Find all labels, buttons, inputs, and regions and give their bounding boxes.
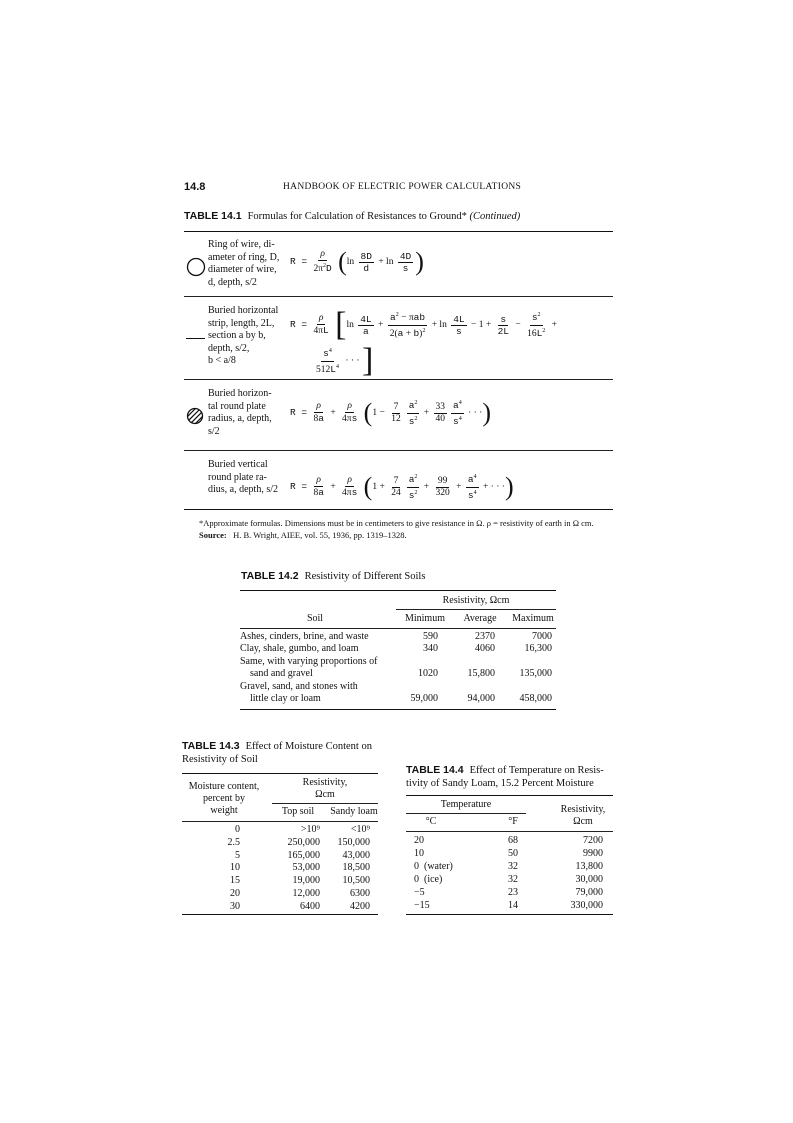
- table-cell: 32: [508, 873, 518, 885]
- table-cell: 5: [235, 849, 240, 861]
- table4-bottom-rule: [406, 914, 613, 915]
- table-cell: 19,000: [292, 875, 320, 887]
- table-cell: >10⁹: [300, 824, 320, 835]
- table-row-cont: little clay or loam: [250, 693, 321, 704]
- table-cell: 2370: [475, 631, 495, 642]
- table3-top-rule: [182, 773, 378, 774]
- table1-label: TABLE 14.1: [184, 210, 242, 222]
- table-cell: 6300: [350, 888, 370, 899]
- table4-caption: [406, 764, 604, 790]
- table1-rule-3: [184, 450, 613, 451]
- table-cell: 79,000: [575, 886, 603, 898]
- table-row: Clay, shale, gumbo, and loam: [240, 643, 359, 654]
- page-number: 14.8: [184, 181, 206, 193]
- table4-col-f: °F: [508, 816, 518, 827]
- table-cell: 18,500: [342, 862, 370, 874]
- table1-rule-2: [184, 379, 613, 380]
- table-cell: 13,800: [575, 860, 603, 872]
- table3-header-rule: [182, 821, 378, 822]
- hatched-plate-icon: [185, 406, 205, 426]
- table-cell: 250,000: [287, 836, 320, 848]
- table-cell: <10⁹: [350, 824, 370, 835]
- table1-row4-desc: Buried vertical round plate ra- dius, a, depth, s/2: [208, 459, 278, 495]
- table3-caption-line1: Effect of Moisture Content on: [245, 741, 372, 752]
- table-cell: 2.5: [227, 836, 240, 848]
- table4-caption-line1: Effect of Temperature on Resis-: [469, 765, 604, 776]
- table3-group-rule: [272, 803, 378, 804]
- table-cell: −15: [414, 899, 430, 911]
- table2-col-max: Maximum: [512, 613, 554, 624]
- running-title: HANDBOOK OF ELECTRIC POWER CALCULATIONS: [283, 182, 522, 192]
- table-cell: 20: [230, 888, 240, 899]
- table-cell: 4200: [350, 900, 370, 912]
- table-cell: 32: [508, 860, 518, 872]
- table-cell: 7000: [532, 631, 552, 642]
- table2-bottom-rule: [240, 709, 556, 710]
- table-cell: 20: [414, 835, 424, 846]
- table-cell: 30: [230, 900, 240, 912]
- table4-group-header: Temperature: [440, 799, 492, 810]
- source-label: Source:: [199, 530, 227, 540]
- table3-col-moisture: Moisture content, percent by weight: [188, 781, 260, 816]
- table3-caption: [182, 740, 372, 766]
- table-cell: 1020: [418, 668, 438, 679]
- table2-col-min: Minimum: [404, 613, 445, 624]
- table-cell: 4060: [475, 643, 495, 654]
- table1-caption-note: (Continued): [469, 211, 521, 222]
- table2-caption-text: Resistivity of Different Soils: [304, 571, 426, 582]
- table4-caption-line2: tivity of Sandy Loam, 15.2 Percent Moisture: [406, 778, 594, 789]
- table4-group-rule: [406, 813, 526, 814]
- table-cell: 43,000: [342, 849, 370, 861]
- table-cell: 0 (ice): [414, 873, 443, 885]
- table-cell: 53,000: [292, 862, 320, 874]
- table1-row3-desc: Buried horizon- tal round plate radius, a, depth, s/2: [208, 388, 272, 437]
- table-cell: 6400: [300, 900, 320, 912]
- table3-col-sandy-loam: Sandy loam: [330, 806, 378, 817]
- table-cell: 14: [508, 899, 518, 911]
- table-cell: 10: [414, 847, 424, 859]
- formula-strip: R = $\frac{\rho}{4\pi L}$ [ln $\frac{4L}{a}$ + $\frac{a^2 - \pi ab}{2(a + b)^2}$ + ln $\frac{4L}{s}$ − 1 + $\frac{s}{2L}$ − $\frac{s^2}{16L^2}$ +: [290, 306, 558, 343]
- table4-header-rule: [406, 831, 613, 832]
- table4-label: TABLE 14.4: [406, 764, 464, 776]
- strip-icon: [186, 338, 205, 339]
- table2-col-soil: Soil: [306, 613, 324, 624]
- table1-row1-desc: Ring of wire, di- ameter of ring, D, diameter of wire, d, depth, s/2: [208, 239, 280, 288]
- table4-col-c: °C: [425, 816, 437, 827]
- table1-source: [199, 530, 407, 540]
- table-cell: 16,300: [524, 643, 552, 654]
- formula-plate-vertical: R = $\frac{\rho}{8a}$ + $\frac{\rho}{4\pi s}$ (1 + $\frac{7}{24}$ $\frac{a^2}{s^2}$ + $\frac{99}{320}$ + $\frac{a^4}{s^4}$ + · · ·): [290, 472, 514, 501]
- table-cell: −5: [414, 886, 425, 898]
- formula-strip-cont: $\frac{s^4}{512L^4}$ · · · ]: [316, 342, 374, 379]
- table-cell: 7200: [583, 835, 603, 846]
- table1-top-rule: [184, 231, 613, 232]
- table-cell: 590: [423, 631, 438, 642]
- table-cell: 59,000: [410, 693, 438, 704]
- table3-caption-line2: Resistivity of Soil: [182, 754, 258, 765]
- table-cell: 68: [508, 835, 518, 846]
- table-cell: 458,000: [519, 693, 552, 704]
- table2-top-rule: [240, 590, 556, 591]
- table-cell: 9900: [583, 847, 603, 859]
- table2-group-rule: [396, 609, 556, 610]
- table1-footnote: *Approximate formulas. Dimensions must be in centimeters to give resistance in Ω. ρ = resistivity of earth in Ω cm.: [199, 518, 594, 528]
- table1-row2-desc: Buried horizontal strip, length, 2L, section a by b, depth, s/2, b < a/8: [208, 305, 279, 366]
- table-cell: 94,000: [467, 693, 495, 704]
- table-cell: 23: [508, 886, 518, 898]
- table-cell: 0: [235, 824, 240, 835]
- table-cell: 165,000: [287, 849, 320, 861]
- table-cell: 50: [508, 847, 518, 859]
- table1-rule-1: [184, 296, 613, 297]
- table2-group-header: Resistivity, Ωcm: [442, 595, 510, 606]
- table-cell: 30,000: [575, 873, 603, 885]
- table-cell: 10: [230, 862, 240, 874]
- table-cell: 10,500: [342, 875, 370, 887]
- table4-col-res: Resistivity, Ωcm: [560, 804, 606, 827]
- table-cell: 15: [230, 875, 240, 887]
- table-cell: 330,000: [570, 899, 603, 911]
- table3-col-top-soil: Top soil: [281, 806, 315, 817]
- table3-bottom-rule: [182, 914, 378, 915]
- table-cell: 15,800: [467, 668, 495, 679]
- table3-group-header: Resistivity, Ωcm: [302, 777, 348, 800]
- table-cell: 0 (water): [414, 860, 453, 872]
- table-cell: 340: [423, 643, 438, 654]
- formula-ring: R = $\frac{\rho}{2\pi^2D}$ (ln $\frac{8D}{d}$ + ln $\frac{4D}{s}$ ): [290, 247, 424, 276]
- source-text: H. B. Wright, AIEE, vol. 55, 1936, pp. 1319–1328.: [233, 530, 407, 540]
- table2-header-rule: [240, 628, 556, 629]
- table-cell: 12,000: [292, 888, 320, 899]
- table-row-cont: sand and gravel: [250, 668, 313, 679]
- table-row: Same, with varying proportions of: [240, 656, 378, 667]
- ring-icon: [185, 256, 207, 278]
- table4-top-rule: [406, 795, 613, 796]
- table1-bottom-rule: [184, 509, 613, 510]
- table-cell: 135,000: [519, 668, 552, 679]
- table-row: Ashes, cinders, brine, and waste: [240, 631, 369, 642]
- table1-caption: [184, 210, 520, 222]
- table2-label: TABLE 14.2: [241, 570, 299, 582]
- table-row: Gravel, sand, and stones with: [240, 681, 358, 692]
- formula-plate-horizontal: R = $\frac{\rho}{8a}$ + $\frac{\rho}{4\pi s}$ (1 − $\frac{7}{12}$ $\frac{a^2}{s^2}$ + $\frac{33}{40}$ $\frac{a^4}{s^4}$ · · ·): [290, 398, 492, 427]
- table1-caption-text: Formulas for Calculation of Resistances to Ground*: [247, 211, 467, 222]
- table2-col-avg: Average: [463, 613, 497, 624]
- table3-label: TABLE 14.3: [182, 740, 240, 752]
- table-cell: 150,000: [337, 836, 370, 848]
- table2-caption: [241, 570, 425, 582]
